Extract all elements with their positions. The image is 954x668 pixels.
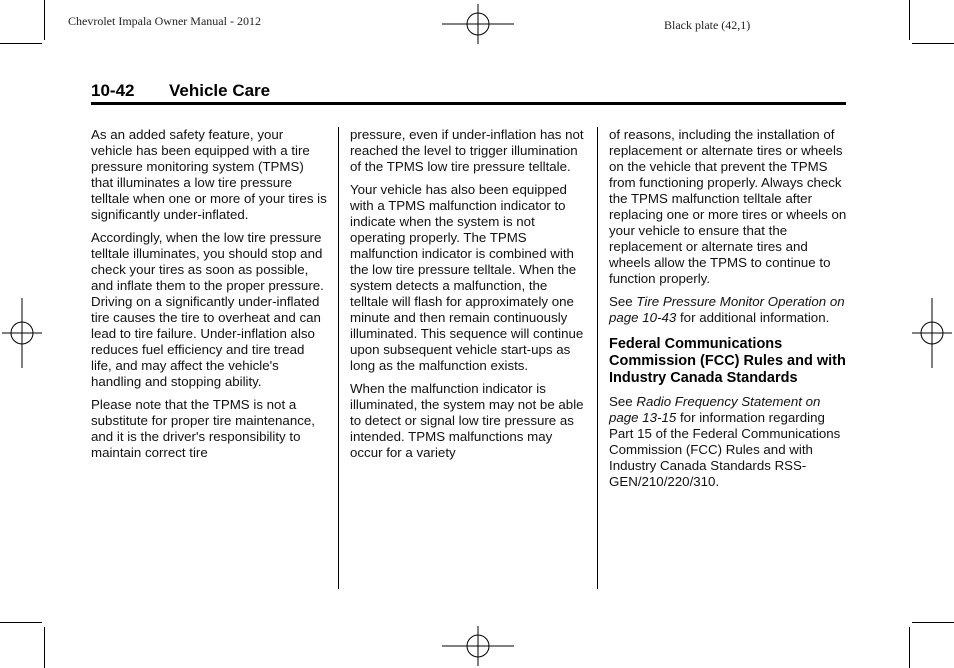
cross-reference-link[interactable]: Tire Pressure Monitor Operation on page 10-43 bbox=[609, 294, 845, 325]
crop-mark bbox=[912, 43, 954, 44]
crop-mark bbox=[909, 0, 910, 40]
registration-mark-bottom bbox=[442, 626, 514, 666]
see-suffix: for additional information. bbox=[676, 310, 830, 325]
registration-mark-left bbox=[2, 298, 42, 368]
crop-mark bbox=[909, 627, 910, 668]
manual-title: Chevrolet Impala Owner Manual - 2012 bbox=[68, 14, 261, 28]
cross-reference-link[interactable]: Radio Frequency Statement on page 13-15 bbox=[609, 394, 821, 425]
column-divider bbox=[597, 127, 598, 589]
registration-mark-top bbox=[442, 4, 514, 44]
text-column-2 bbox=[350, 127, 588, 468]
paragraph: When the malfunction indicator is illuminated, the system may not be able to detect or signal low tire pressure as intended. TPMS malfunctions may occur for a variety bbox=[350, 381, 584, 460]
page-number: 10-42 bbox=[91, 81, 135, 100]
see-also-paragraph bbox=[609, 394, 849, 490]
section-title: Vehicle Care bbox=[169, 81, 271, 100]
see-prefix: See bbox=[609, 394, 637, 409]
text-column-3 bbox=[609, 127, 849, 497]
plate-label: Black plate (42,1) bbox=[664, 18, 751, 32]
paragraph: Your vehicle has also been equipped with a TPMS malfunction indicator to indicate when the system is not operating properly. The TPMS malfunction indicator is combined with the low tire pressure telltale. When the system detects a malfunction, the telltale will flash for approximately one minute and then remain continuously illuminated. This sequence will continue upon subsequent vehicle start-ups as long as the malfunction exists. bbox=[350, 182, 584, 373]
see-also-paragraph bbox=[609, 294, 849, 326]
page-title bbox=[91, 81, 846, 105]
registration-mark-right bbox=[912, 298, 952, 368]
column-divider bbox=[338, 127, 339, 589]
text-column-1 bbox=[91, 127, 327, 468]
paragraph: Accordingly, when the low tire pressure telltale illuminates, you should stop and check your tires as soon as possible, and inflate them to the proper pressure. Driving on a significantly under-inflated tire causes the tire to overheat and can lead to tire failure. Under-inflation also reduces fuel efficiency and tire tread life, and may affect the vehicle's handling and stopping ability. bbox=[91, 230, 324, 389]
see-prefix: See bbox=[609, 294, 637, 309]
crop-mark bbox=[0, 622, 42, 623]
paragraph: pressure, even if under-inflation has not reached the level to trigger illumination of the TPMS low tire pressure telltale. bbox=[350, 127, 584, 174]
crop-mark bbox=[44, 627, 45, 668]
crop-mark bbox=[44, 0, 45, 40]
paragraph: of reasons, including the installation of replacement or alternate tires or wheels on the vehicle that prevent the TPMS from functioning properly. Always check the TPMS malfunction telltale after replacing one or more tires or wheels on your vehicle to ensure that the replacement or alternate tires and wheels allow the TPMS to continue to function properly. bbox=[609, 127, 847, 286]
section-heading: Federal Communications Commission (FCC) Rules and with Industry Canada Standards bbox=[609, 336, 846, 386]
see-suffix: for information regarding Part 15 of the Federal Communications Commission (FCC) Rules and with Industry Canada Standards RSS-GEN/210/220/310. bbox=[609, 410, 841, 489]
crop-mark bbox=[0, 43, 42, 44]
crop-mark bbox=[912, 622, 954, 623]
paragraph: Please note that the TPMS is not a substitute for proper tire maintenance, and it is the driver's responsibility to maintain correct tire bbox=[91, 397, 315, 460]
paragraph: As an added safety feature, your vehicle has been equipped with a tire pressure monitoring system (TPMS) that illuminates a low tire pressure telltale when one or more of your tires is significantly under-inflated. bbox=[91, 127, 327, 222]
